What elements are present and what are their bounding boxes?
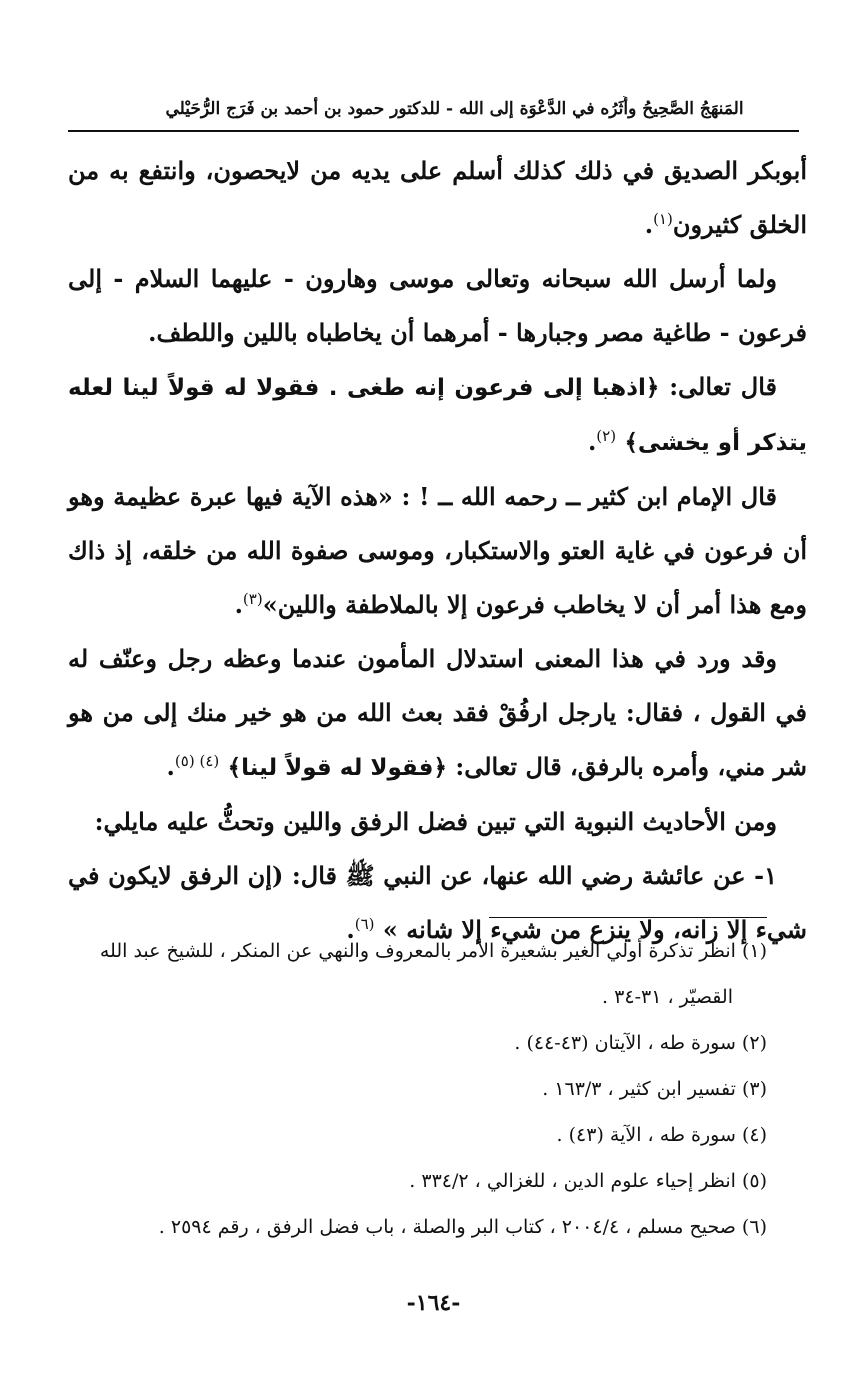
paragraph-4-text: قال الإمام ابن كثير ــ رحمه الله ــ ! : «هذه الآية فيها عبرة عظيمة وهو أن فرعون في غاية العتو والاستكبار، وموسى صفوة الله من خلقه، إذ ذاك ومع هذا أمر أن لا يخاطب فرعون إلا بالملاطفة واللين» bbox=[68, 482, 807, 619]
paragraph-3: قال تعالى: ﴿اذهبا إلى فرعون إنه طغى . فقولا له قولاً لينا لعله يتذكر أو يخشى﴾ $^{(٢)}$. bbox=[68, 372, 807, 456]
footnotes bbox=[60, 928, 767, 1250]
page-number: -١٦٤- bbox=[406, 1290, 461, 1316]
header-rule bbox=[68, 130, 799, 132]
quran-verse-1: ﴿اذهبا إلى فرعون إنه طغى . فقولا له قولاً لينا لعله يتذكر أو يخشى﴾ bbox=[68, 375, 807, 456]
footnote-2: (٢) سورة طه ، الآيتان (٤٣-٤٤) . bbox=[514, 1032, 767, 1054]
main-text bbox=[68, 144, 807, 957]
paragraph-4: قال الإمام ابن كثير ــ رحمه الله ــ ! : «هذه الآية فيها عبرة عظيمة وهو أن فرعون في غاية العتو والاستكبار، وموسى صفوة الله من خلقه، إذ ذاك ومع هذا أمر أن لا يخاطب فرعون إلا بالملاطفة واللين»$^{(٣)}$. bbox=[68, 482, 807, 619]
footnote-6: (٦) صحيح مسلم ، ٢٠٠٤/٤ ، كتاب البر والصلة ، باب فضل الرفق ، رقم ٢٥٩٤ . bbox=[158, 1216, 767, 1238]
paragraph-2: ولما أرسل الله سبحانه وتعالى موسى وهارون - عليهما السلام - إلى فرعون - طاغية مصر وجبارها - أمرهما أن يخاطباه باللين واللطف. bbox=[68, 264, 807, 347]
footnote-3: (٣) تفسير ابن كثير ، ١٦٣/٣ . bbox=[542, 1078, 767, 1100]
footnote-ref-6: (٦) bbox=[354, 915, 375, 933]
footnote-ref-1: (١) bbox=[653, 210, 673, 228]
paragraph-1: أبوبكر الصديق في ذلك كذلك أسلم على يديه من لايحصون، وانتفع به من الخلق كثيرون$^{(١)}$. bbox=[68, 156, 807, 239]
running-header: المَنهَجُ الصَّحِيحُ وأَثَرُه في الدَّعْوَة إلى الله - للدكتور حمود بن أحمد بن فَرَج الرُّحَيْلي bbox=[165, 99, 744, 119]
footnote-ref-3: (٣) bbox=[242, 590, 263, 608]
footnote-1: (١) انظر تذكرة أولي الغير بشعيرة الأمر بالمعروف والنهي عن المنكر ، للشيخ عبد الله bbox=[99, 940, 767, 962]
paragraph-7: ١- عن عائشة رضي الله عنها، عن النبي ﷺ قال: (إن الرفق لايكون في شيء إلا زانه، ولا ينزع من شيء إلا شانه » $^{(٦)}$. bbox=[68, 861, 807, 944]
footnote-4: (٤) سورة طه ، الآية (٤٣) . bbox=[556, 1124, 767, 1146]
paragraph-7-text: ١- عن عائشة رضي الله عنها، عن النبي ﷺ قال: (إن الرفق لايكون في شيء إلا زانه، ولا ينزع من شيء إلا شانه » bbox=[68, 861, 807, 944]
paragraph-5: وقد ورد في هذا المعنى استدلال المأمون عندما وعظه رجل وعنّف له في القول ، فقال: يارجل ارفُقْ فقد بعث الله من هو خير منك إلى من هو شر مني، وأمره بالرفق، قال تعالى: ﴿فقولا له قولاً لينا﴾ $^{(٤) (٥)}$. bbox=[68, 644, 807, 781]
footnote-rule bbox=[489, 917, 767, 918]
paragraph-3-lead: قال تعالى: bbox=[659, 372, 777, 401]
paragraph-1-text: أبوبكر الصديق في ذلك كذلك أسلم على يديه من لايحصون، وانتفع به من الخلق كثيرون bbox=[68, 156, 807, 239]
footnote-5: (٥) انظر إحياء علوم الدين ، للغزالي ، ٣٣٤/٢ . bbox=[409, 1170, 767, 1192]
paragraph-5-text: وقد ورد في هذا المعنى استدلال المأمون عندما وعظه رجل وعنّف له في القول ، فقال: يارجل ارفُقْ فقد بعث الله من هو خير منك إلى من هو شر مني، وأمره بالرفق، قال تعالى: bbox=[68, 644, 807, 781]
footnote-ref-2: (٢) bbox=[596, 427, 617, 445]
paragraph-6: ومن الأحاديث النبوية التي تبين فضل الرفق واللين وتحثُّ عليه مايلي: bbox=[94, 807, 777, 836]
footnote-ref-4-5: (٤) (٥) bbox=[174, 752, 220, 770]
footnote-1-continued: القصيّر ، ٣١-٣٤ . bbox=[602, 986, 733, 1008]
quran-verse-2: ﴿فقولا له قولاً لينا﴾ bbox=[227, 755, 447, 781]
